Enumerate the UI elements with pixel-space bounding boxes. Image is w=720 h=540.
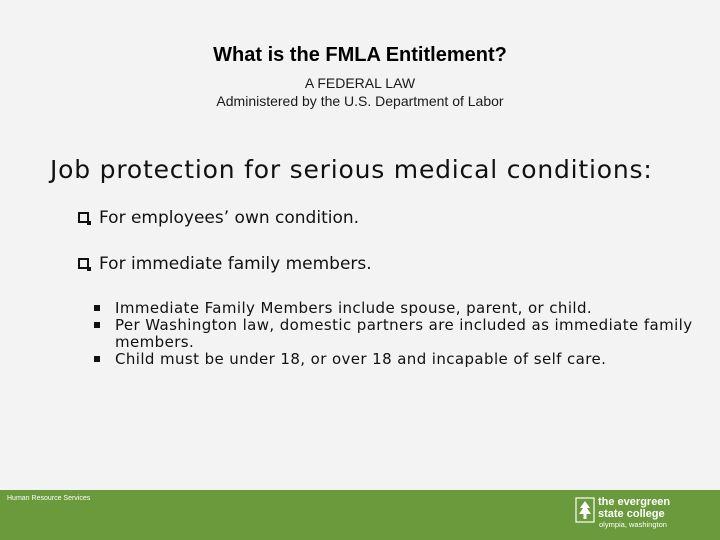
checkbox-bullet-icon: [78, 212, 89, 223]
square-bullet-icon: [94, 356, 100, 362]
sub-bullet-text: Child must be under 18, or over 18 and incapable of self care.: [115, 350, 607, 368]
evergreen-tree-logo-icon: [575, 497, 595, 523]
bullet-item: [78, 208, 359, 228]
subtitle-administered-by: Administered by the U.S. Department of Labor: [216, 93, 504, 109]
sub-bullet-text: Per Washington law, domestic partners are included as immediate family members.: [115, 316, 693, 351]
checkbox-bullet-icon: [78, 258, 89, 269]
sub-bullet-text: Immediate Family Members include spouse, parent, or child.: [115, 299, 593, 317]
logo-line-1: the evergreen: [598, 496, 671, 508]
square-bullet-icon: [94, 322, 100, 328]
bullet-text: For immediate family members.: [99, 254, 372, 274]
sub-bullet-item: [94, 300, 694, 317]
section-heading: Job protection for serious medical conditions:: [50, 155, 653, 184]
bullet-item: [78, 254, 372, 274]
college-logo: [598, 496, 670, 530]
sub-bullet-list: [94, 300, 694, 368]
logo-line-2: state college: [598, 508, 665, 520]
subtitle-federal-law: A FEDERAL LAW: [304, 75, 416, 91]
sub-bullet-item: [94, 351, 694, 368]
square-bullet-icon: [94, 305, 100, 311]
slide-title: What is the FMLA Entitlement?: [213, 44, 507, 66]
logo-line-3: olympia, washington: [599, 520, 667, 529]
sub-bullet-item: [94, 317, 694, 351]
bullet-text: For employees’ own condition.: [99, 208, 360, 228]
department-label: Human Resource Services: [7, 495, 91, 502]
